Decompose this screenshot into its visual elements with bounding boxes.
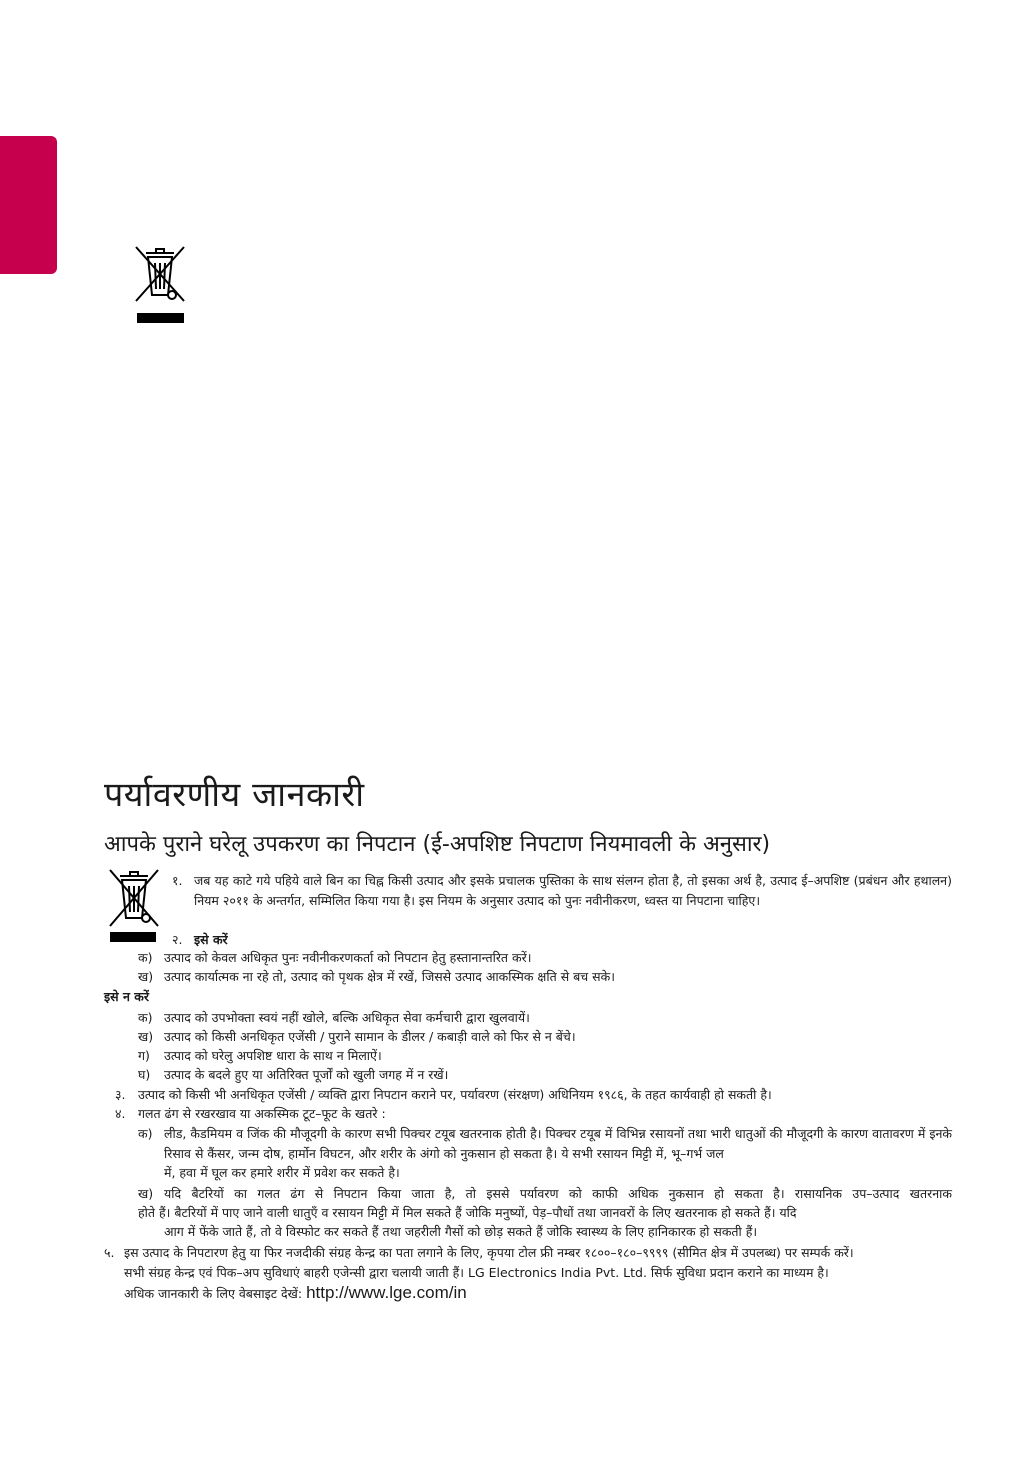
- paragraph-5-line2: सभी संग्रह केन्द्र एवं पिक–अप सुविधाएं बाहरी एजेन्सी द्वारा चलायी जाती हैं। LG Electronics India Pvt. Ltd. सिर्फ सुविधा प्रदान कराने का माध्यम है।: [124, 1265, 829, 1280]
- list-item: उत्पाद कार्यात्मक ना रहे तो, उत्पाद को पृथक क्षेत्र में रखें, जिससे उत्पाद आकस्मिक क्षति से बच सके।: [164, 969, 615, 984]
- list-item: उत्पाद के बदले हुए या अतिरिक्त पूर्जों को खुली जगह में न रखें।: [164, 1067, 449, 1082]
- website-link[interactable]: http://www.lge.com/in: [306, 1283, 467, 1302]
- section-tab-marker: [0, 136, 57, 274]
- list-item: उत्पाद को उपभोक्ता स्वयं नहीं खोले, बल्कि अधिकृत सेवा कर्मचारी द्वारा खुलवायें।: [164, 1010, 530, 1025]
- list-item-mark: क): [138, 950, 153, 965]
- list-item-mark: ख): [138, 969, 154, 984]
- page-title: पर्यावरणीय जानकारी: [104, 775, 365, 815]
- section-subtitle: आपके पुराने घरेलू उपकरण का निपटान (ई-अपशिष्ट निपटाण नियमावली के अनुसार): [104, 832, 771, 857]
- paragraph-4b: यदि बैटरियों का गलत ढंग से निपटान किया जाता है, तो इससे पर्यावरण को काफी अधिक नुकसान हो सकता है। रासायनिक उप–उत्पाद खतरनाक: [164, 1186, 952, 1201]
- paragraph-4b-line2: होते हैं। बैटरियों में पाए जाने वाली धातुएँ व रसायन मिट्टी में मिल सकते हैं जोकि मनुष्यों, पेड़–पौधों तथा जानवरों के लिए खतरनाक हो सकते हैं। यदि: [138, 1205, 797, 1220]
- list-item: उत्पाद को घरेलु अपशिष्ट धारा के साथ न मिलाऐं।: [164, 1048, 382, 1063]
- paragraph-3: उत्पाद को किसी भी अनधिकृत एजेंसी / व्यक्ति द्वारा निपटान कराने पर, पर्यावरण (संरक्षण) अधिनियम १९८६, के तहत कार्यवाही हो सकती है।: [138, 1087, 772, 1102]
- list-item-mark: ख): [138, 1186, 154, 1201]
- list-item-mark: घ): [138, 1067, 151, 1082]
- item-number-1: १.: [172, 873, 183, 888]
- do-heading: इसे करें: [194, 932, 228, 947]
- paragraph-4: गलत ढंग से रखरखाव या अकस्मिक टूट–फूट के खतरे :: [138, 1106, 386, 1121]
- list-item-mark: ग): [138, 1048, 150, 1063]
- item-number-4: ४.: [115, 1106, 126, 1121]
- crossed-out-wheelie-bin-icon: [106, 866, 162, 928]
- item-number-2: २.: [172, 932, 183, 947]
- paragraph-4b-line3: आग में फेंके जाते हैं, तो वे विस्फोट कर सकते हैं तथा जहरीली गैसों को छोड़ सकते हैं जोकि स्वास्थ्य के लिए हानिकारक हो सकती हैं।: [164, 1224, 758, 1239]
- paragraph-4a: लीड, कैडमियम व जिंक की मौजूदगी के कारण सभी पिक्चर टयूब खतरनाक होती है। पिक्चर टयूब में विभिन्न रसायनों तथा भारी धातुओं की मौजूदगी के कारण वातावरण में इनके रिसाव से कैंसर, जन्म दोष, हार्मोन विघटन, और शरीर के अंगो को नुकसान हो सकता है। ये सभी रसायन मिट्टी में, भू–गर्भ जल: [164, 1126, 952, 1161]
- item-number-3: ३.: [115, 1087, 126, 1102]
- paragraph-1: जब यह काटे गये पहिये वाले बिन का चिह्न किसी उत्पाद और इसके प्रचालक पुस्तिका के साथ संलग्न होता है, तो इसका अर्थ है, उत्पाद ई–अपशिष्ट (प्रबंधन और हथालन) नियम २०११ के अन्तर्गत, सम्मिलित किया गया है। इस नियम के अनुसार उत्पाद को पुनः नवीनीकरण, ध्वस्त या निपटाना चाहिए।: [194, 873, 952, 908]
- list-item: उत्पाद को केवल अधिकृत पुनः नवीनीकरणकर्ता को निपटान हेतु हस्तानान्तरित करें।: [164, 950, 532, 965]
- list-item-mark: ख): [138, 1029, 154, 1044]
- list-item-mark: क): [138, 1126, 153, 1141]
- list-item: उत्पाद को किसी अनधिकृत एजेंसी / पुराने सामान के डीलर / कबाड़ी वाले को फिर से न बेंचे।: [164, 1029, 576, 1044]
- dont-heading: इसे न करें: [104, 989, 149, 1004]
- item-number-5: ५.: [104, 1245, 115, 1260]
- bin-underline-bar: [137, 313, 184, 323]
- paragraph-5-line3: [124, 1283, 467, 1304]
- list-item-mark: क): [138, 1010, 153, 1025]
- crossed-out-wheelie-bin-icon: [132, 243, 188, 303]
- website-label: अधिक जानकारी के लिए वेबसाइट देखें:: [124, 1286, 303, 1301]
- paragraph-5-line1: इस उत्पाद के निपटारण हेतु या फिर नजदीकी संग्रह केन्द्र का पता लगाने के लिए, कृपया टोल फ्री नम्बर १८००–१८०–९९९९ (सीमित क्षेत्र में उपलब्ध) पर सम्पर्क करें।: [124, 1245, 854, 1260]
- paragraph-4a-continued: में, हवा में घूल कर हमारे शरीर में प्रवेश कर सकते है।: [164, 1165, 400, 1180]
- bin-underline-bar: [110, 932, 156, 942]
